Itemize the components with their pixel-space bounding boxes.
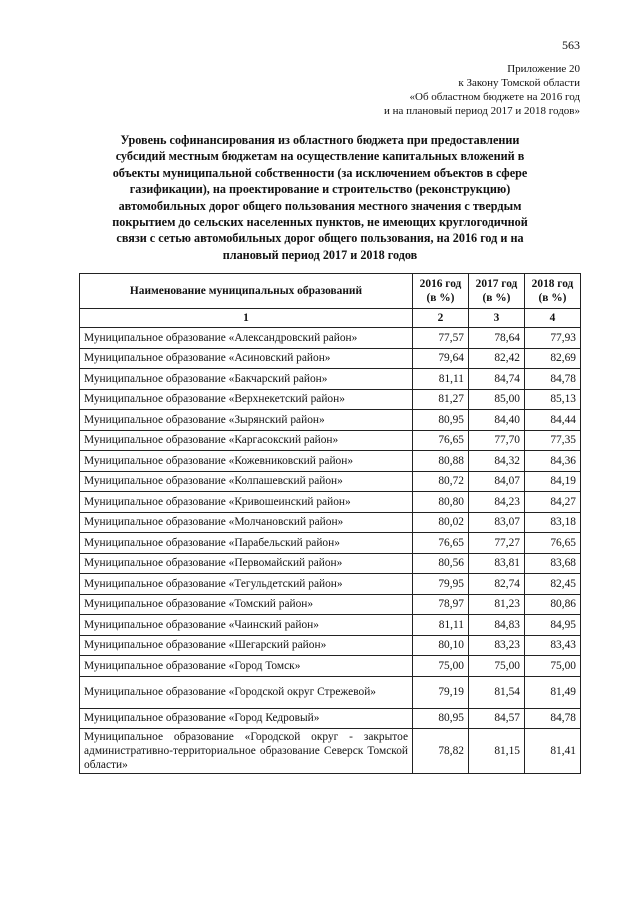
title-line: объекты муниципальной собственности (за исключением объектов в сфере xyxy=(112,165,528,180)
value-2017: 85,00 xyxy=(469,389,525,410)
value-2017: 78,64 xyxy=(469,328,525,349)
value-2017: 81,15 xyxy=(469,729,525,774)
title-line: автомобильных дорог общего пользования местного значения с твердым xyxy=(118,198,522,213)
municipality-name: Муниципальное образование «Городской округ - закрытое административно-территориальное образование Северск Томской области» xyxy=(80,729,413,774)
municipality-name: Муниципальное образование «Верхнекетский район» xyxy=(80,389,413,410)
title-line: плановый период 2017 и 2018 годов xyxy=(222,247,418,262)
value-2016: 81,11 xyxy=(413,615,469,636)
header-2017: 2017 год (в %) xyxy=(469,274,525,309)
appendix-line: к Закону Томской области xyxy=(458,77,580,89)
table-row xyxy=(80,676,581,708)
municipality-name: Муниципальное образование «Первомайский район» xyxy=(80,553,413,574)
value-2018: 84,44 xyxy=(525,410,581,431)
value-2017: 84,57 xyxy=(469,708,525,729)
table-row xyxy=(80,348,581,369)
table-row xyxy=(80,492,581,513)
table-row xyxy=(80,369,581,390)
value-2018: 83,18 xyxy=(525,512,581,533)
value-2017: 82,42 xyxy=(469,348,525,369)
value-2016: 80,95 xyxy=(413,410,469,431)
value-2017: 84,74 xyxy=(469,369,525,390)
value-2018: 77,35 xyxy=(525,430,581,451)
value-2018: 84,27 xyxy=(525,492,581,513)
value-2016: 80,02 xyxy=(413,512,469,533)
municipality-name: Муниципальное образование «Каргасокский район» xyxy=(80,430,413,451)
value-2016: 80,72 xyxy=(413,471,469,492)
value-2017: 82,74 xyxy=(469,574,525,595)
header-2018: 2018 год (в %) xyxy=(525,274,581,309)
value-2017: 81,54 xyxy=(469,676,525,708)
value-2017: 77,70 xyxy=(469,430,525,451)
municipality-name: Муниципальное образование «Асиновский район» xyxy=(80,348,413,369)
municipality-name: Муниципальное образование «Парабельский район» xyxy=(80,533,413,554)
value-2017: 83,07 xyxy=(469,512,525,533)
table-row xyxy=(80,729,581,774)
table-row xyxy=(80,635,581,656)
page-number: 563 xyxy=(562,38,580,52)
value-2018: 82,45 xyxy=(525,574,581,595)
value-2016: 81,11 xyxy=(413,369,469,390)
value-2018: 81,49 xyxy=(525,676,581,708)
column-number: 4 xyxy=(525,309,581,328)
table-row xyxy=(80,328,581,349)
column-number-row xyxy=(80,309,581,328)
table-row xyxy=(80,574,581,595)
title-line: субсидий местным бюджетам на осуществление капитальных вложений в xyxy=(115,149,525,164)
value-2018: 84,78 xyxy=(525,708,581,729)
value-2016: 78,97 xyxy=(413,594,469,615)
value-2018: 77,93 xyxy=(525,328,581,349)
value-2018: 76,65 xyxy=(525,533,581,554)
value-2018: 84,78 xyxy=(525,369,581,390)
value-2017: 83,81 xyxy=(469,553,525,574)
municipality-name: Муниципальное образование «Город Кедровый» xyxy=(80,708,413,729)
appendix-reference xyxy=(384,62,580,118)
value-2018: 80,86 xyxy=(525,594,581,615)
table-row xyxy=(80,389,581,410)
value-2018: 81,41 xyxy=(525,729,581,774)
value-2018: 83,68 xyxy=(525,553,581,574)
title-line: связи с сетью автомобильных дорог общего пользования, на 2016 год и на xyxy=(116,231,524,246)
municipality-name: Муниципальное образование «Чаинский район» xyxy=(80,615,413,636)
value-2016: 76,65 xyxy=(413,533,469,554)
cofinancing-table xyxy=(79,273,581,774)
value-2018: 82,69 xyxy=(525,348,581,369)
column-number: 2 xyxy=(413,309,469,328)
value-2016: 77,57 xyxy=(413,328,469,349)
municipality-name: Муниципальное образование «Городской округ Стрежевой» xyxy=(80,676,413,708)
table-row xyxy=(80,410,581,431)
value-2016: 80,56 xyxy=(413,553,469,574)
header-municipality: Наименование муниципальных образований xyxy=(80,274,413,309)
value-2017: 83,23 xyxy=(469,635,525,656)
municipality-name: Муниципальное образование «Томский район» xyxy=(80,594,413,615)
municipality-name: Муниципальное образование «Кривошеинский район» xyxy=(80,492,413,513)
municipality-name: Муниципальное образование «Кожевниковский район» xyxy=(80,451,413,472)
municipality-name: Муниципальное образование «Александровский район» xyxy=(80,328,413,349)
appendix-line: Приложение 20 xyxy=(507,63,580,75)
table-row xyxy=(80,708,581,729)
municipality-name: Муниципальное образование «Шегарский район» xyxy=(80,635,413,656)
column-number: 1 xyxy=(80,309,413,328)
value-2017: 81,23 xyxy=(469,594,525,615)
value-2016: 81,27 xyxy=(413,389,469,410)
value-2017: 84,83 xyxy=(469,615,525,636)
table-row xyxy=(80,656,581,677)
header-2016: 2016 год (в %) xyxy=(413,274,469,309)
value-2018: 75,00 xyxy=(525,656,581,677)
value-2016: 79,95 xyxy=(413,574,469,595)
table-row xyxy=(80,615,581,636)
municipality-name: Муниципальное образование «Город Томск» xyxy=(80,656,413,677)
municipality-name: Муниципальное образование «Бакчарский район» xyxy=(80,369,413,390)
value-2018: 83,43 xyxy=(525,635,581,656)
title-line: Уровень софинансирования из областного бюджета при предоставлении xyxy=(120,133,520,147)
appendix-line: «Об областном бюджете на 2016 год xyxy=(409,91,580,103)
value-2017: 75,00 xyxy=(469,656,525,677)
value-2016: 75,00 xyxy=(413,656,469,677)
table-row xyxy=(80,451,581,472)
value-2016: 80,88 xyxy=(413,451,469,472)
value-2018: 84,36 xyxy=(525,451,581,472)
value-2017: 84,07 xyxy=(469,471,525,492)
appendix-line: и на плановый период 2017 и 2018 годов» xyxy=(383,105,580,117)
table-header-row xyxy=(80,274,581,309)
municipality-name: Муниципальное образование «Колпашевский район» xyxy=(80,471,413,492)
table-row xyxy=(80,471,581,492)
value-2016: 79,64 xyxy=(413,348,469,369)
value-2018: 84,95 xyxy=(525,615,581,636)
value-2017: 84,32 xyxy=(469,451,525,472)
value-2018: 85,13 xyxy=(525,389,581,410)
value-2016: 80,95 xyxy=(413,708,469,729)
table-row xyxy=(80,533,581,554)
table-row xyxy=(80,430,581,451)
column-number: 3 xyxy=(469,309,525,328)
value-2016: 80,10 xyxy=(413,635,469,656)
document-title xyxy=(72,132,568,263)
value-2018: 84,19 xyxy=(525,471,581,492)
table-row xyxy=(80,553,581,574)
municipality-name: Муниципальное образование «Молчановский район» xyxy=(80,512,413,533)
title-line: газификации), на проектирование и строительство (реконструкцию) xyxy=(129,182,511,197)
value-2016: 79,19 xyxy=(413,676,469,708)
value-2017: 84,40 xyxy=(469,410,525,431)
municipality-name: Муниципальное образование «Тегульдетский район» xyxy=(80,574,413,595)
title-line: покрытием до сельских населенных пунктов, не имеющих круглогодичной xyxy=(112,215,528,230)
municipality-name: Муниципальное образование «Зырянский район» xyxy=(80,410,413,431)
value-2016: 76,65 xyxy=(413,430,469,451)
value-2017: 84,23 xyxy=(469,492,525,513)
table-row xyxy=(80,594,581,615)
table-row xyxy=(80,512,581,533)
value-2016: 78,82 xyxy=(413,729,469,774)
value-2017: 77,27 xyxy=(469,533,525,554)
value-2016: 80,80 xyxy=(413,492,469,513)
